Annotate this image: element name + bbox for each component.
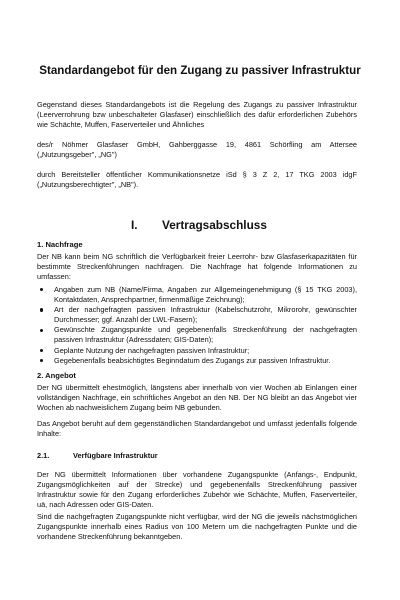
angebot-text-1: Der NG übermittelt ehestmöglich, längstens aber innerhalb von vier Wochen ab Einlangen einer vollständigen Nachfrage, ein schriftliches Angebot an den NB. Der NG bleibt an das Angebot vier Wochen ab nachweislichem Zugang beim NB gebunden. <box>37 383 357 413</box>
intro-purpose: Gegenstand dieses Standardangebots ist die Regelung des Zugangs zu passiver Infrastruktur (Leerverrohrung bzw unbeschalteter Glasfaser) einschließlich des dafür erforderlichen Zubehörs wie Schächte, Muffen, Faserverteiler und Ähnliches <box>37 100 357 130</box>
list-item: Angaben zum NB (Name/Firma, Angaben zur Allgemeingenehmigung (§ 15 TKG 2003), Kontaktdaten, Ansprechpartner, firmenmäßige Zeichnung); <box>37 285 357 305</box>
infrastruktur-text-2: Sind die nachgefragten Zugangspunkte nicht verfügbar, wird der NG die jeweils nächstmöglichen Zugangspunkte innerhalb eines Radius von 100 Metern um die nachgefragten Punkte und die vorhandene Streckenführung bekanntgeben. <box>37 512 357 542</box>
subsection-number: 2.1. <box>37 451 50 460</box>
list-item: Gewünschte Zugangspunkte und gegebenenfalls Streckenführung der nachgefragten passiven Infrastruktur (Adressdaten; GIS-Daten); <box>37 325 357 345</box>
section-number: I. <box>131 218 138 232</box>
section-label: Vertragsabschluss <box>162 218 267 232</box>
nachfrage-text: Der NB kann beim NG schriftlich die Verfügbarkeit freier Leerrohr- bzw Glasfaserkapazitäten für bestimmte Streckenführungen nachfragen. Die Nachfrage hat folgende Informationen zu umfassen: <box>37 252 357 282</box>
subsection-label: Verfügbare Infrastruktur <box>73 451 158 460</box>
angebot-text-2: Das Angebot beruht auf dem gegenständlichen Standardangebot und umfasst jedenfalls folgende Inhalte: <box>37 419 357 439</box>
list-item: Geplante Nutzung der nachgefragten passiven Infrastruktur; <box>37 346 357 356</box>
document-title: Standardangebot für den Zugang zu passiver Infrastruktur <box>39 64 361 77</box>
intro-beneficiaries: durch Bereitsteller öffentlicher Kommunikationsnetze iSd § 3 Z 2, 17 TKG 2003 idgF („Nutzungsberechtigter", „NB"). <box>37 170 357 190</box>
intro-provider: des/r Nöhmer Glasfaser GmbH, Gahberggasse 19, 4861 Schörfling am Attersee („Nutzungsgeber", „NG") <box>37 140 357 160</box>
heading-angebot: 2. Angebot <box>37 371 76 380</box>
list-item: Art der nachgefragten passiven Infrastruktur (Kabelschutzrohr, Mikrorohr, gewünschter Durchmesser; ggf. Anzahl der LWL-Fasern); <box>37 305 357 325</box>
infrastruktur-text-1: Der NG übermittelt Informationen über vorhandene Zugangspunkte (Anfangs-, Endpunkt, Zugangsmöglichkeiten auf der Strecke) und gegebenenfalls Streckenführung passiver Infrastruktur sowie für den Zugang erforderliches Zubehör wie Schächte, Muffen, Faserverteiler, uä, nach Adressen oder GIS-Daten. <box>37 470 357 510</box>
nachfrage-list <box>37 285 357 366</box>
heading-nachfrage: 1. Nachfrage <box>37 240 83 249</box>
heading-verfuegbare-infrastruktur <box>37 451 357 460</box>
list-item: Gegebenenfalls beabsichtigtes Beginndatum des Zugangs zur passiven Infrastruktur. <box>37 356 357 366</box>
